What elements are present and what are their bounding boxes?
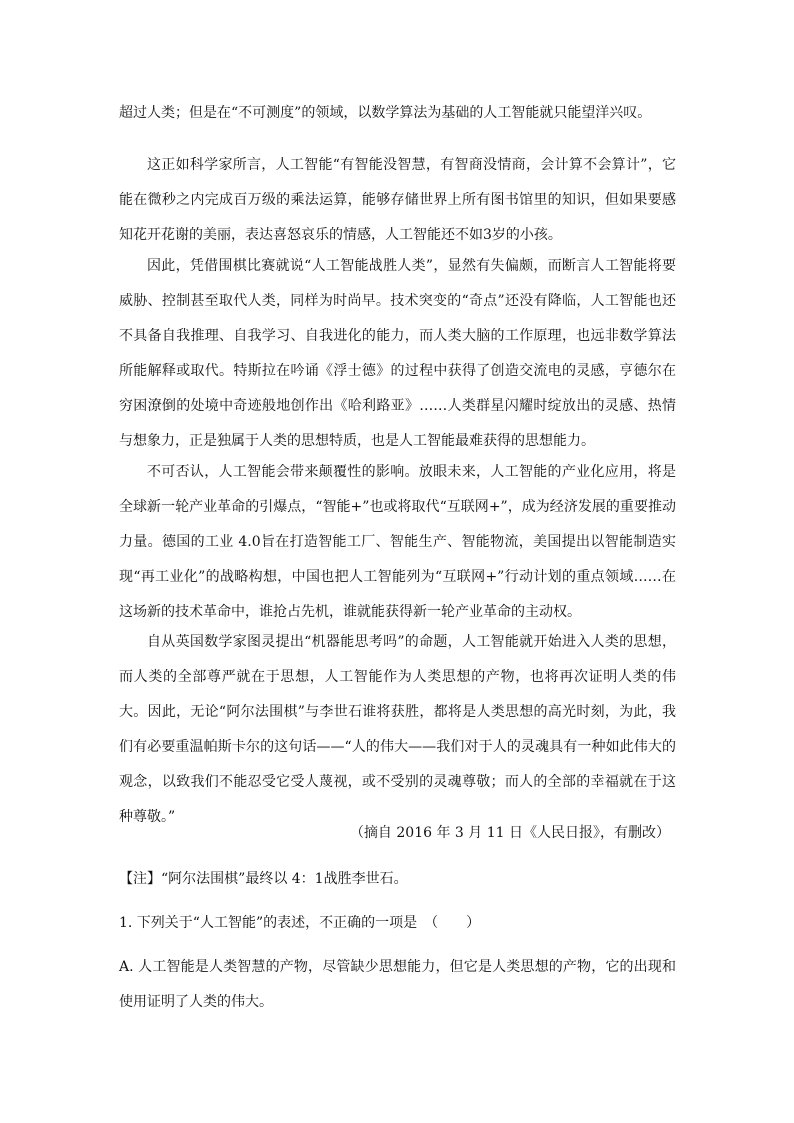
source-citation: （摘自 2016 年 3 月 11 日《人民日报》，有删改） bbox=[349, 825, 670, 841]
paragraph-undeniable-impact: 不可否认，人工智能会带来颠覆性的影响。放眼未来，人工智能的产业化应用，将是全球新一轮产业革命的引爆点，“智能+”也或将取代“互联网+”，成为经济发展的重要推动力量。德国的工业 4.0旨在打造智能工厂、智能生产、智能物流，美国提出以智能制造实现“再工业化”的战略构想，中国也把人工智能列为“互联网+”行动计划的重点领域……在这场新的技术革命中，谁抢占先机，谁就能获得新一轮产业革命的主动权。 bbox=[119, 464, 676, 620]
note-text: “阿尔法围棋”最终以 4：1战胜李世石。 bbox=[161, 871, 408, 887]
paragraph-scientist-quote: 这正如科学家所言，人工智能“有智能没智慧，有智商没情商，会计算不会算计”，它能在微秒之内完成百万级的乘法运算，能够存储世界上所有图书馆里的知识，但如果要感知花开花谢的美丽，表达喜怒哀乐的情感，人工智能还不如3岁的小孩。 bbox=[119, 157, 676, 243]
paragraph-therefore: 因此，凭借围棋比赛就说“人工智能战胜人类”，显然有失偏颇，而断言人工智能将要威胁、控制甚至取代人类，同样为时尚早。技术突变的“奇点”还没有降临，人工智能也还不具备自我推理、自我学习、自我进化的能力，而人类大脑的工作原理，也远非数学算法所能解释或取代。特斯拉在吟诵《浮士德》的过程中获得了创造交流电的灵感，亨德尔在穷困潦倒的处境中奇迹般地创作出《哈利路亚》……人类群星闪耀时绽放出的灵感、热情与想象力，正是独属于人类的思想特质，也是人工智能最难获得的思想能力。 bbox=[119, 258, 676, 449]
paragraph-turing: 自从英国数学家图灵提出“机器能思考吗”的命题，人工智能就开始进入人类的思想，而人类的全部尊严就在于思想，人工智能作为人类思想的产物，也将再次证明人类的伟大。因此，无论“阿尔法围棋”与李世石谁将获胜，都将是人类思想的高光时刻，为此，我们有必要重温帕斯卡尔的这句话——“人的伟大——我们对于人的灵魂具有一种如此伟大的观念，以致我们不能忍受它受人蔑视，或不受别的灵魂尊敬；而人的全部的幸福就在于这种尊敬。” bbox=[119, 634, 676, 825]
question-1: 1. 下列关于“人工智能”的表述，不正确的一项是 （ ） bbox=[119, 915, 481, 931]
note-tag: 【注】 bbox=[119, 871, 161, 887]
question-1-option-a: A. 人工智能是人类智慧的产物，尽管缺少思想能力，但它是人类思想的产物，它的出现和使用证明了人类的伟大。 bbox=[119, 959, 676, 1010]
paragraph-continued: 超过人类；但是在“不可测度”的领域，以数学算法为基础的人工智能就只能望洋兴叹。 bbox=[119, 105, 652, 121]
note-paragraph bbox=[119, 862, 676, 897]
